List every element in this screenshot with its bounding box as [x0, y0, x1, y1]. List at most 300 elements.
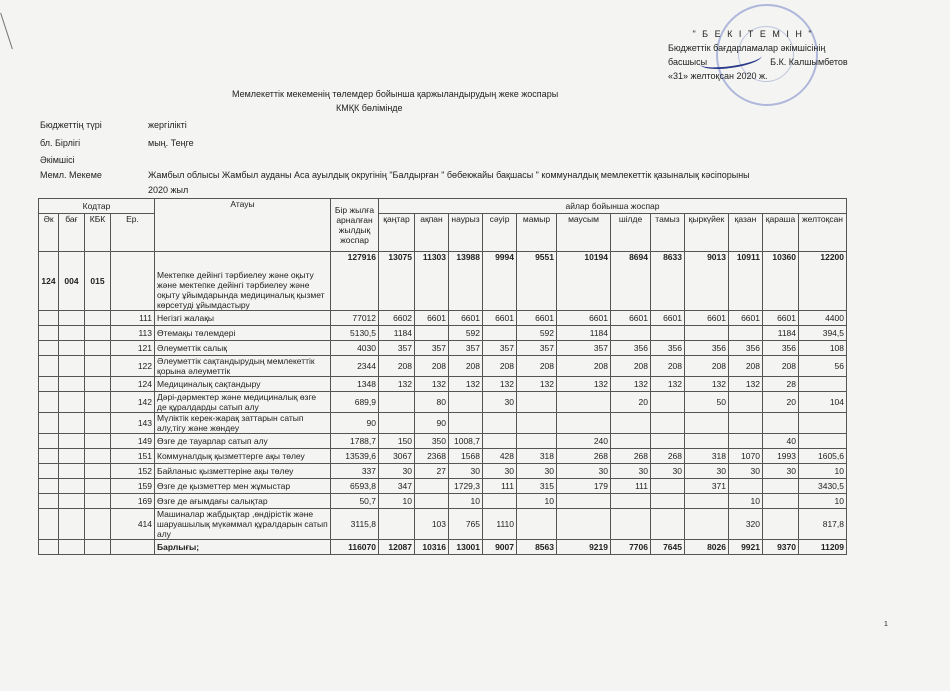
header-code-3: Ер.	[111, 214, 155, 252]
month-value	[611, 413, 651, 434]
header-month-10: қараша	[763, 214, 799, 252]
total-label: Барлығы;	[155, 540, 331, 555]
code-ak: 124	[39, 252, 59, 311]
annual-value: 1348	[331, 377, 379, 392]
month-value: 208	[611, 356, 651, 377]
code-ak	[39, 434, 59, 449]
meta-label-unit: бл. Бірлігі	[40, 138, 81, 148]
table-body	[39, 252, 847, 555]
annual-value: 13539,6	[331, 449, 379, 464]
document-title: Мемлекеттік мекеменің төлемдер бойынша қаржыландырудың жеке жоспары	[232, 89, 559, 99]
month-value: 320	[729, 509, 763, 540]
row-name: Мүліктік керек-жарақ заттарын сатып алу,тігу және жөндеу	[155, 413, 331, 434]
month-value: 371	[685, 479, 729, 494]
code-ak	[39, 413, 59, 434]
month-value: 179	[557, 479, 611, 494]
meta-value-institution: Жамбыл облысы Жамбыл ауданы Аса ауылдық округінің "Балдырған " бөбекжайы бақшасы " коммуналдық мемлекеттік қазыналық кәсіпорыны	[148, 170, 750, 180]
annual-value: 77012	[331, 311, 379, 326]
month-value: 9994	[483, 252, 517, 311]
month-value: 132	[483, 377, 517, 392]
month-value: 6601	[685, 311, 729, 326]
month-value	[651, 392, 685, 413]
code-er: 124	[111, 377, 155, 392]
month-value: 10911	[729, 252, 763, 311]
month-value	[729, 434, 763, 449]
month-value: 111	[483, 479, 517, 494]
code-er: 159	[111, 479, 155, 494]
code-kbk	[85, 341, 111, 356]
month-value	[415, 494, 449, 509]
code-er: 111	[111, 311, 155, 326]
total-month: 7645	[651, 540, 685, 555]
code-kbk	[85, 434, 111, 449]
month-value	[729, 326, 763, 341]
month-value: 27	[415, 464, 449, 479]
month-value: 12200	[799, 252, 847, 311]
code-kbk	[85, 479, 111, 494]
month-value: 30	[729, 464, 763, 479]
financing-plan-table	[38, 198, 847, 555]
header-month-2: наурыз	[449, 214, 483, 252]
month-value: 132	[685, 377, 729, 392]
month-value	[799, 413, 847, 434]
header-month-3: сәуір	[483, 214, 517, 252]
month-value: 268	[557, 449, 611, 464]
month-value	[379, 413, 415, 434]
month-value	[449, 413, 483, 434]
code-er: 151	[111, 449, 155, 464]
month-value: 1568	[449, 449, 483, 464]
month-value: 356	[651, 341, 685, 356]
month-value: 10	[799, 494, 847, 509]
annual-value: 3115,8	[331, 509, 379, 540]
code-ak	[39, 392, 59, 413]
code-kbk	[85, 413, 111, 434]
month-value: 3430,5	[799, 479, 847, 494]
code-bag	[59, 341, 85, 356]
month-value: 6601	[517, 311, 557, 326]
header-month-9: қазан	[729, 214, 763, 252]
month-value: 132	[729, 377, 763, 392]
meta-label-administrator: Әкімшісі	[40, 155, 75, 165]
month-value	[651, 326, 685, 341]
annual-value: 90	[331, 413, 379, 434]
code-kbk	[85, 311, 111, 326]
code-er: 113	[111, 326, 155, 341]
month-value: 4400	[799, 311, 847, 326]
row-name: Өзге де қызметтер мен жұмыстар	[155, 479, 331, 494]
month-value: 10	[449, 494, 483, 509]
approval-position: басшысы	[668, 57, 708, 67]
month-value: 10	[799, 464, 847, 479]
month-value	[763, 479, 799, 494]
month-value	[611, 509, 651, 540]
approval-date: «31» желтоқсан 2020 ж.	[668, 71, 768, 81]
month-value	[685, 326, 729, 341]
row-name: Дәрі-дәрмектер және медициналық өзге де құралдарды сатып алу	[155, 392, 331, 413]
code-er: 142	[111, 392, 155, 413]
total-row	[39, 540, 847, 555]
month-value: 356	[685, 341, 729, 356]
month-value: 208	[415, 356, 449, 377]
month-value: 817,8	[799, 509, 847, 540]
code-ak	[39, 341, 59, 356]
month-value: 6601	[651, 311, 685, 326]
total-month: 9007	[483, 540, 517, 555]
month-value: 208	[729, 356, 763, 377]
header-month-1: ақпан	[415, 214, 449, 252]
table-row	[39, 494, 847, 509]
row-name: Өзге де ағымдағы салықтар	[155, 494, 331, 509]
month-value	[415, 479, 449, 494]
month-value	[557, 509, 611, 540]
approval-name: Б.К. Калшымбетов	[770, 57, 848, 67]
month-value: 20	[611, 392, 651, 413]
month-value	[763, 494, 799, 509]
code-bag	[59, 449, 85, 464]
month-value: 1070	[729, 449, 763, 464]
month-value: 13988	[449, 252, 483, 311]
month-value	[729, 413, 763, 434]
month-value: 132	[415, 377, 449, 392]
annual-value: 337	[331, 464, 379, 479]
month-value: 347	[379, 479, 415, 494]
month-value	[729, 392, 763, 413]
month-value	[449, 392, 483, 413]
code-kbk	[85, 377, 111, 392]
table-row	[39, 356, 847, 377]
month-value: 1729,3	[449, 479, 483, 494]
month-value: 268	[651, 449, 685, 464]
approval-block	[668, 27, 908, 83]
table-row	[39, 509, 847, 540]
row-name: Медициналық сақтандыру	[155, 377, 331, 392]
code-er: 121	[111, 341, 155, 356]
code-er: 169	[111, 494, 155, 509]
annual-value: 689,9	[331, 392, 379, 413]
month-value: 1110	[483, 509, 517, 540]
month-value	[685, 434, 729, 449]
header-month-11: желтоқсан	[799, 214, 847, 252]
month-value: 394,5	[799, 326, 847, 341]
month-value	[651, 509, 685, 540]
month-value: 30	[483, 464, 517, 479]
month-value	[483, 326, 517, 341]
code-kbk	[85, 326, 111, 341]
month-value: 13075	[379, 252, 415, 311]
table-row	[39, 434, 847, 449]
annual-value: 6593,8	[331, 479, 379, 494]
month-value: 80	[415, 392, 449, 413]
month-value: 30	[379, 464, 415, 479]
month-value: 208	[379, 356, 415, 377]
code-bag	[59, 377, 85, 392]
month-value: 357	[449, 341, 483, 356]
row-name: Әлеуметтік сақтандырудың мемлекеттік қорына әлеуметтік	[155, 356, 331, 377]
total-month: 13001	[449, 540, 483, 555]
table-row	[39, 311, 847, 326]
code-bag	[59, 326, 85, 341]
meta-value-year: 2020 жыл	[148, 185, 189, 195]
code-bag	[59, 413, 85, 434]
month-value: 6602	[379, 311, 415, 326]
month-value	[557, 494, 611, 509]
month-value: 30	[449, 464, 483, 479]
code-ak	[39, 326, 59, 341]
month-value: 10194	[557, 252, 611, 311]
month-value	[651, 434, 685, 449]
total-month: 10316	[415, 540, 449, 555]
annual-value: 127916	[331, 252, 379, 311]
header-month-4: мамыр	[517, 214, 557, 252]
code-bag	[59, 464, 85, 479]
code-ak	[39, 464, 59, 479]
meta-value-budget-type: жергілікті	[148, 120, 187, 130]
month-value: 208	[483, 356, 517, 377]
month-value: 3067	[379, 449, 415, 464]
month-value: 6601	[483, 311, 517, 326]
table-row	[39, 413, 847, 434]
row-name: Әлеуметтік салық	[155, 341, 331, 356]
code-kbk	[85, 449, 111, 464]
code-bag	[59, 540, 85, 555]
annual-value: 2344	[331, 356, 379, 377]
month-value	[517, 392, 557, 413]
month-value: 592	[517, 326, 557, 341]
month-value	[517, 413, 557, 434]
code-kbk	[85, 509, 111, 540]
month-value	[557, 413, 611, 434]
row-name: Өзге де тауарлар сатып алу	[155, 434, 331, 449]
month-value: 6601	[449, 311, 483, 326]
annual-value: 50,7	[331, 494, 379, 509]
month-value	[611, 326, 651, 341]
code-er: 122	[111, 356, 155, 377]
month-value: 30	[611, 464, 651, 479]
total-month: 8563	[517, 540, 557, 555]
month-value: 315	[517, 479, 557, 494]
month-value: 40	[763, 434, 799, 449]
document-subtitle: КМҚК бөлімінде	[336, 103, 403, 113]
month-value: 30	[685, 464, 729, 479]
code-bag	[59, 494, 85, 509]
month-value: 9013	[685, 252, 729, 311]
code-ak	[39, 377, 59, 392]
row-name: Өтемақы төлемдері	[155, 326, 331, 341]
month-value: 8694	[611, 252, 651, 311]
month-value: 318	[517, 449, 557, 464]
month-value: 208	[557, 356, 611, 377]
month-value: 268	[611, 449, 651, 464]
code-bag	[59, 509, 85, 540]
month-value: 6601	[763, 311, 799, 326]
code-bag	[59, 356, 85, 377]
annual-value: 5130,5	[331, 326, 379, 341]
code-er: 414	[111, 509, 155, 540]
row-name: Негізгі жалақы	[155, 311, 331, 326]
header-codes: Кодтар	[39, 199, 155, 214]
month-value	[651, 479, 685, 494]
month-value: 357	[517, 341, 557, 356]
header-code-0: Әк	[39, 214, 59, 252]
month-value	[611, 494, 651, 509]
month-value: 208	[449, 356, 483, 377]
month-value	[483, 434, 517, 449]
row-name: Байланыс қызметтеріне ақы төлеу	[155, 464, 331, 479]
table-row	[39, 341, 847, 356]
month-value: 240	[557, 434, 611, 449]
code-bag	[59, 434, 85, 449]
month-value: 132	[517, 377, 557, 392]
code-ak	[39, 494, 59, 509]
total-month: 9370	[763, 540, 799, 555]
month-value: 90	[415, 413, 449, 434]
code-kbk	[85, 356, 111, 377]
month-value: 132	[379, 377, 415, 392]
code-ak	[39, 449, 59, 464]
code-er	[111, 252, 155, 311]
header-months: айлар бойынша жоспар	[379, 199, 847, 214]
month-value: 357	[483, 341, 517, 356]
month-value	[799, 377, 847, 392]
month-value: 28	[763, 377, 799, 392]
code-er: 143	[111, 413, 155, 434]
total-month: 12087	[379, 540, 415, 555]
month-value: 1605,6	[799, 449, 847, 464]
page-number: 1	[884, 621, 888, 628]
month-value: 132	[651, 377, 685, 392]
header-month-5: маусым	[557, 214, 611, 252]
table-row	[39, 326, 847, 341]
row-name: Мектепке дейінгі тәрбиелеу және оқыту және мектепке дейінгі тәрбиелеу және оқыту ұйымдарында медициналық қызмет көрсетуді ұйымдастыру	[155, 252, 331, 311]
month-value: 50	[685, 392, 729, 413]
annual-value: 4030	[331, 341, 379, 356]
month-value: 150	[379, 434, 415, 449]
table-row	[39, 479, 847, 494]
table-row	[39, 377, 847, 392]
code-kbk	[85, 494, 111, 509]
approval-line1: Бюджеттік бағдарламалар әкімшісінің	[668, 43, 826, 53]
month-value: 592	[449, 326, 483, 341]
header-month-6: шілде	[611, 214, 651, 252]
month-value: 208	[517, 356, 557, 377]
month-value	[685, 494, 729, 509]
month-value: 10	[729, 494, 763, 509]
month-value: 132	[557, 377, 611, 392]
month-value: 10360	[763, 252, 799, 311]
month-value: 108	[799, 341, 847, 356]
month-value	[651, 413, 685, 434]
month-value: 356	[763, 341, 799, 356]
month-value: 356	[611, 341, 651, 356]
approval-title: " Б Е К І Т Е М І Н "	[692, 29, 814, 39]
month-value	[729, 479, 763, 494]
code-er: 152	[111, 464, 155, 479]
table-row	[39, 392, 847, 413]
month-value: 428	[483, 449, 517, 464]
month-value: 8633	[651, 252, 685, 311]
month-value	[379, 509, 415, 540]
month-value	[611, 434, 651, 449]
header-code-2: КБК	[85, 214, 111, 252]
code-bag: 004	[59, 252, 85, 311]
month-value: 6601	[415, 311, 449, 326]
header-month-0: қаңтар	[379, 214, 415, 252]
month-value: 6601	[729, 311, 763, 326]
month-value: 6601	[557, 311, 611, 326]
code-er	[111, 540, 155, 555]
month-value: 132	[449, 377, 483, 392]
header-month-8: қыркүйек	[685, 214, 729, 252]
code-ak	[39, 540, 59, 555]
month-value: 10	[379, 494, 415, 509]
month-value	[651, 494, 685, 509]
month-value: 765	[449, 509, 483, 540]
month-value: 357	[379, 341, 415, 356]
table-row	[39, 464, 847, 479]
month-value: 1184	[763, 326, 799, 341]
month-value	[685, 413, 729, 434]
month-value: 1993	[763, 449, 799, 464]
total-month: 9921	[729, 540, 763, 555]
code-kbk	[85, 540, 111, 555]
month-value: 1184	[379, 326, 415, 341]
month-value	[379, 392, 415, 413]
meta-label-institution: Мемл. Мекеме	[40, 170, 102, 180]
month-value: 357	[557, 341, 611, 356]
month-value: 2368	[415, 449, 449, 464]
month-value: 30	[517, 464, 557, 479]
total-month: 11209	[799, 540, 847, 555]
code-bag	[59, 392, 85, 413]
month-value: 11303	[415, 252, 449, 311]
total-month: 7706	[611, 540, 651, 555]
month-value: 350	[415, 434, 449, 449]
month-value: 103	[415, 509, 449, 540]
table-row	[39, 449, 847, 464]
month-value: 318	[685, 449, 729, 464]
header-annual: Бір жылға арналған жылдық жоспар	[331, 199, 379, 252]
code-bag	[59, 479, 85, 494]
month-value: 20	[763, 392, 799, 413]
row-name: Коммуналдық қызметтерге ақы төлеу	[155, 449, 331, 464]
month-value: 104	[799, 392, 847, 413]
month-value	[763, 509, 799, 540]
month-value: 10	[517, 494, 557, 509]
month-value	[415, 326, 449, 341]
month-value	[763, 413, 799, 434]
month-value: 208	[763, 356, 799, 377]
month-value: 357	[415, 341, 449, 356]
month-value: 1008,7	[449, 434, 483, 449]
month-value: 56	[799, 356, 847, 377]
code-bag	[59, 311, 85, 326]
month-value: 30	[483, 392, 517, 413]
month-value: 208	[685, 356, 729, 377]
month-value: 30	[763, 464, 799, 479]
month-value	[483, 413, 517, 434]
code-ak	[39, 356, 59, 377]
annual-value: 1788,7	[331, 434, 379, 449]
month-value: 30	[557, 464, 611, 479]
meta-label-budget-type: Бюджеттің түрі	[40, 120, 102, 130]
month-value	[517, 509, 557, 540]
month-value: 356	[729, 341, 763, 356]
code-er: 149	[111, 434, 155, 449]
month-value: 9551	[517, 252, 557, 311]
meta-value-unit: мың. Теңге	[148, 138, 194, 148]
month-value: 208	[651, 356, 685, 377]
